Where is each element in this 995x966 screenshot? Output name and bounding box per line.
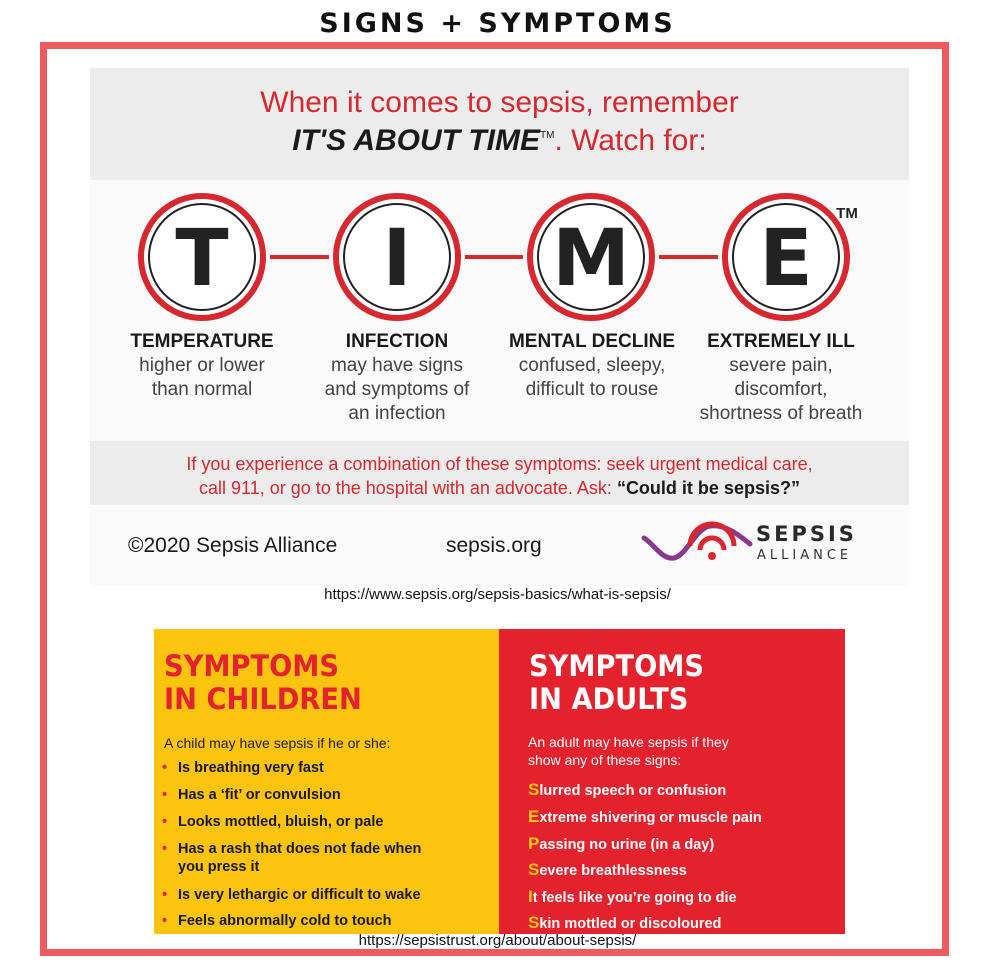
watch-for: . Watch for: [554,124,707,157]
bullet-icon: • [162,760,168,776]
word-desc: may have signs [330,355,463,376]
letter-e: E [759,214,813,304]
bullet-icon: • [162,787,168,803]
list-item [528,913,721,933]
list-item-text: assing no urine (in a day) [539,837,715,853]
header-line-1: When it comes to sepsis, remember [260,86,739,119]
bullet-icon: • [162,841,168,857]
word-desc: severe pain, [729,355,833,376]
word-desc: difficult to rouse [525,379,659,400]
ask-question: “Could it be sepsis?” [616,478,800,498]
letter-circle-e [725,196,847,318]
letter-i: I [382,214,412,304]
letter-circle-m [530,196,652,318]
adults-heading [529,650,704,716]
list-item [528,807,762,827]
acronym-letter: E [528,807,540,826]
word-title: INFECTION [345,331,449,352]
letter-circle-t [141,196,263,318]
list-item [162,886,428,904]
list-item [162,759,428,777]
list-item [162,912,428,930]
word-desc: and symptoms of [324,379,470,400]
trademark-mark: TM [539,130,555,141]
list-item [528,887,737,907]
bullet-icon: • [162,913,168,929]
list-item [162,840,428,876]
acronym-letter: I [528,887,533,906]
adults-heading-line: IN ADULTS [529,682,689,716]
list-item [162,813,428,831]
list-item-text: evere breathlessness [539,863,687,879]
children-intro: A child may have sepsis if he or she: [164,735,391,751]
advice-line-2 [90,476,909,500]
word-title: TEMPERATURE [130,331,274,352]
adults-intro-line: An adult may have sepsis if they [528,734,729,750]
list-item [528,834,714,854]
time-trademark: TM [836,205,858,222]
adults-intro [528,733,828,769]
its-about-time: IT'S ABOUT TIME [292,124,540,157]
letter-t: T [175,214,229,304]
acronym-letter: S [528,860,540,879]
children-heading-line: SYMPTOMS [164,649,340,683]
bullet-icon: • [162,887,168,903]
word-desc: discomfort, [734,379,828,400]
list-item-text: kin mottled or discoloured [539,916,722,932]
word-title: EXTREMELY ILL [707,331,855,352]
bullet-icon: • [162,814,168,830]
children-heading-line: IN CHILDREN [164,682,362,716]
source-url-sepsis-org[interactable]: https://www.sepsis.org/sepsis-basics/what-is-sepsis/ [324,586,671,603]
list-item [528,780,726,800]
word-temperature [102,330,302,402]
adults-intro-line: show any of these signs: [528,752,682,768]
list-item-text: Has a rash that does not fade when you press it [178,841,422,875]
time-diagram [0,0,995,330]
letter-circle-i [336,196,458,318]
list-item [162,786,428,804]
list-item-text: Looks mottled, bluish, or pale [178,814,384,830]
sepsis-alliance-logo-icon [640,518,758,564]
brand-name: SEPSIS [756,522,857,546]
word-extremely-ill [676,330,886,426]
list-item-text: Has a ‘fit’ or convulsion [178,787,341,803]
acronym-letter: P [528,834,540,853]
list-item [528,860,687,880]
word-desc: higher or lower [139,355,265,376]
word-mental-decline [487,330,697,402]
word-desc: shortness of breath [699,403,863,424]
adults-heading-line: SYMPTOMS [529,649,705,683]
source-url-sepsistrust[interactable]: https://sepsistrust.org/about/about-sepsis/ [358,932,637,949]
word-title: MENTAL DECLINE [508,331,676,352]
list-item-text: lurred speech or confusion [539,783,727,799]
list-item-text: Is breathing very fast [178,760,324,776]
brand-subtitle: ALLIANCE [757,548,853,563]
advice-line-1: If you experience a combination of these symptoms: seek urgent medical care, [186,454,813,474]
acronym-letter: S [528,913,540,932]
word-infection [297,330,497,426]
list-item-text: t feels like you’re going to die [532,890,737,906]
letter-m: M [552,214,630,304]
advice-text: call 911, or go to the hospital with an advocate. Ask: [199,478,617,498]
word-desc: confused, sleepy, [518,355,666,376]
page-title: SIGNS + SYMPTOMS [319,8,676,39]
acronym-letter: S [528,780,540,799]
word-desc: than normal [151,379,253,400]
children-heading [164,650,362,716]
list-item-text: xtreme shivering or muscle pain [539,810,762,826]
word-desc: an infection [348,403,446,424]
list-item-text: Feels abnormally cold to touch [178,913,392,929]
combination-advice [90,452,909,500]
list-item-text: Is very lethargic or difficult to wake [178,887,421,903]
copyright: ©2020 Sepsis Alliance [128,534,338,557]
site-link[interactable]: sepsis.org [446,534,542,557]
